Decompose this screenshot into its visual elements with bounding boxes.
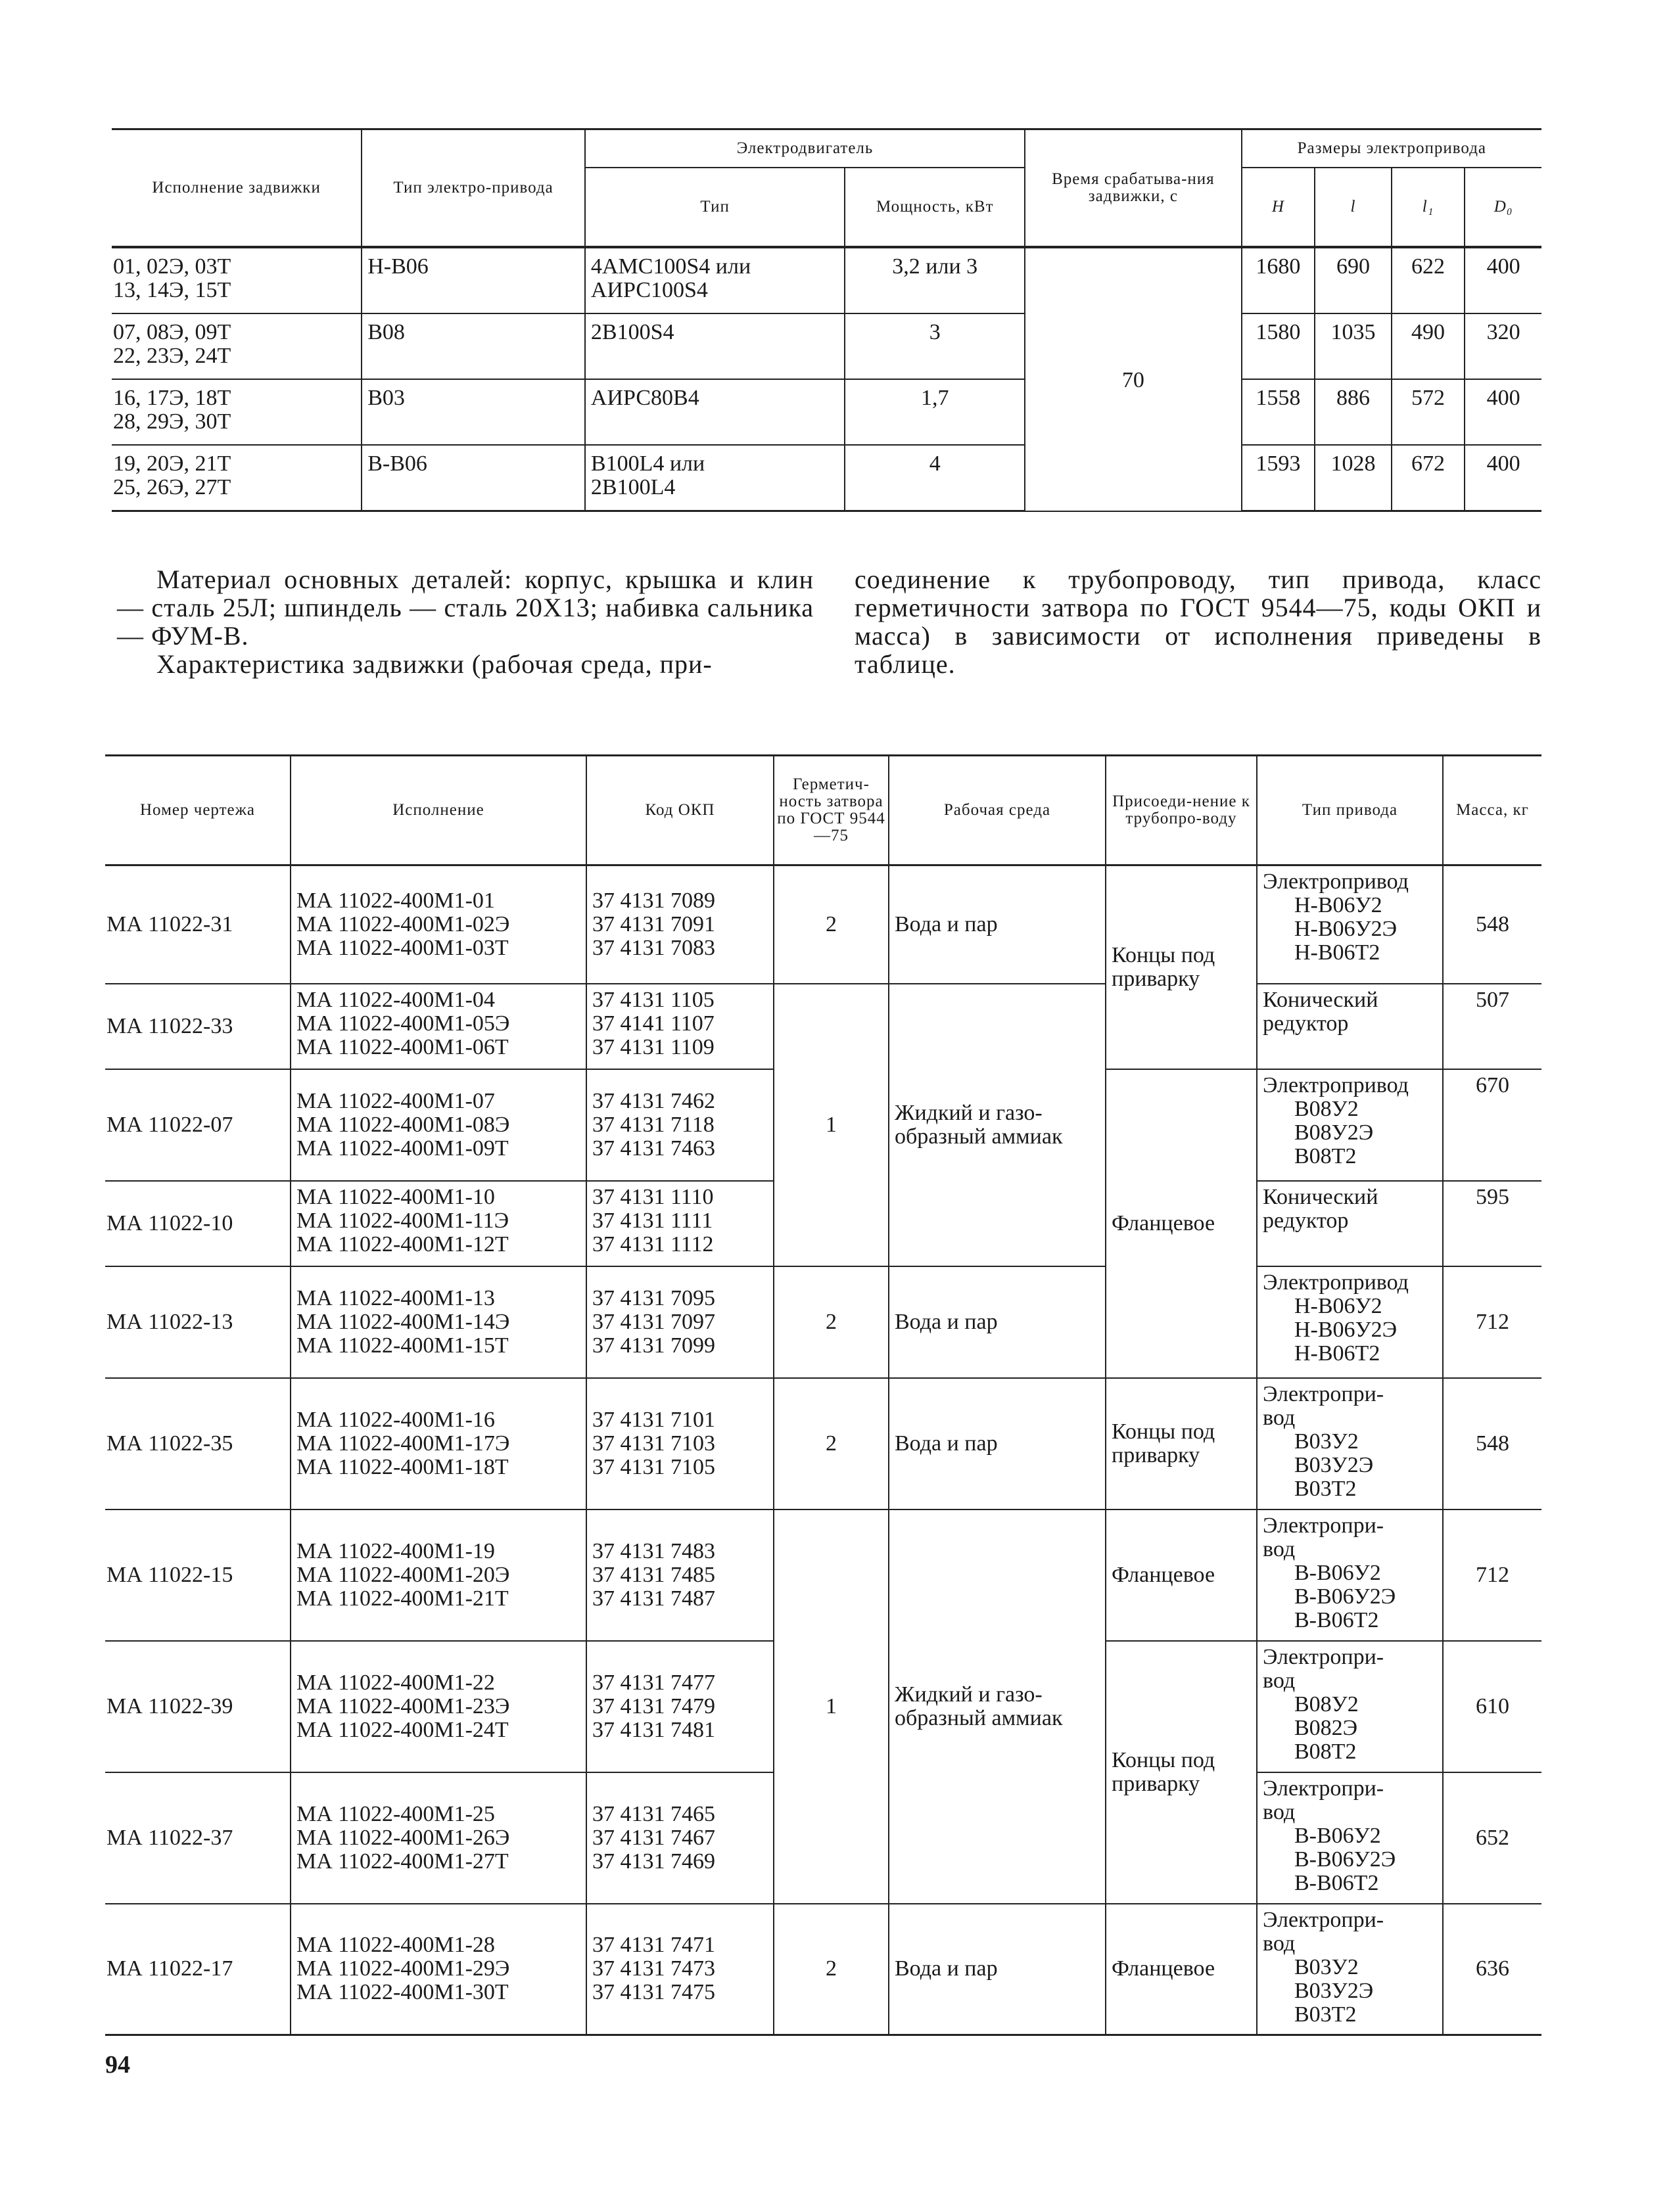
okp-cell: 37 4131 7483 37 4131 7485 37 4131 7487 [586, 1509, 774, 1641]
dim-l-cell: 886 [1315, 379, 1392, 445]
okp-cell: 37 4131 7471 37 4131 7473 37 4131 7475 [586, 1904, 774, 2035]
execution-cell: 16, 17Э, 18Т 28, 29Э, 30Т [112, 379, 362, 445]
okp-cell: 37 4131 7462 37 4131 7118 37 4131 7463 [586, 1069, 774, 1181]
okp-cell: 37 4131 7089 37 4131 7091 37 4131 7083 [586, 865, 774, 984]
execution-cell: МА 11022-400М1-19 МА 11022-400М1-20Э МА 11022-400М1-21Т [291, 1509, 586, 1641]
okp-cell: 37 4131 7465 37 4131 7467 37 4131 7469 [586, 1772, 774, 1904]
table-row [105, 865, 1541, 984]
okp-cell: 37 4131 1110 37 4131 1111 37 4131 1112 [586, 1181, 774, 1266]
mass-cell: 507 [1443, 984, 1541, 1069]
dim-h-cell: 1580 [1242, 313, 1315, 379]
time-cell: 70 [1025, 247, 1242, 511]
execution-cell: МА 11022-400М1-22 МА 11022-400М1-23Э МА 11022-400М1-24Т [291, 1641, 586, 1772]
execution-cell: МА 11022-400М1-10 МА 11022-400М1-11Э МА 11022-400М1-12Т [291, 1181, 586, 1266]
dim-h-cell: 1680 [1242, 247, 1315, 313]
execution-cell: МА 11022-400М1-25 МА 11022-400М1-26Э МА 11022-400М1-27Т [291, 1772, 586, 1904]
connection-cell: Фланцевое [1106, 1509, 1257, 1641]
table-row [112, 313, 1541, 379]
text-column-right [855, 565, 1541, 678]
drawing-cell: МА 11022-07 [105, 1069, 291, 1181]
medium-cell: Жидкий и газо- образный аммиак [889, 1509, 1106, 1904]
okp-cell: 37 4131 7477 37 4131 7479 37 4131 7481 [586, 1641, 774, 1772]
paragraph-characteristics-end: соединение к трубопроводу, тип привода, класс герметичности затвора по ГОСТ 9544—75, коды ОКП и масса) в зависимости от исполнения приведены в таблице. [855, 565, 1541, 679]
drive-cell: Электропри- вод В03У2 В03У2Э В03Т2 [1257, 1378, 1443, 1509]
drawing-cell: МА 11022-39 [105, 1641, 291, 1772]
execution-cell: МА 11022-400М1-13 МА 11022-400М1-14Э МА 11022-400М1-15Т [291, 1266, 586, 1378]
dim-l1-cell: 490 [1392, 313, 1465, 379]
header-motor-power: Мощность, кВт [845, 168, 1025, 247]
dim-d0-cell: 320 [1465, 313, 1541, 379]
dim-l-cell: 1028 [1315, 445, 1392, 511]
table-row [105, 1509, 1541, 1641]
power-cell: 1,7 [845, 379, 1025, 445]
tightness-cell: 1 [774, 1509, 889, 1904]
motor-cell: 4АМС100S4 или АИРС100S4 [585, 247, 845, 313]
header-dim-l1: l₁ [1392, 168, 1465, 247]
drawing-cell: МА 11022-33 [105, 984, 291, 1069]
connection-cell: Концы под приварку [1106, 865, 1257, 1069]
medium-cell: Вода и пар [889, 1266, 1106, 1378]
power-cell: 3,2 или 3 [845, 247, 1025, 313]
okp-cell: 37 4131 1105 37 4141 1107 37 4131 1109 [586, 984, 774, 1069]
text-column-left [117, 565, 814, 678]
header-drawing-number: Номер чертежа [105, 756, 291, 865]
connection-cell: Фланцевое [1106, 1069, 1257, 1378]
execution-cell: МА 11022-400М1-04 МА 11022-400М1-05Э МА 11022-400М1-06Т [291, 984, 586, 1069]
header-dimensions-group: Размеры электропривода [1242, 129, 1541, 168]
drive-cell: Электропри- вод В-В06У2 В-В06У2Э В-В06Т2 [1257, 1772, 1443, 1904]
drive-cell: Электропривод Н-В06У2 Н-В06У2Э Н-В06Т2 [1257, 1266, 1443, 1378]
okp-cell: 37 4131 7101 37 4131 7103 37 4131 7105 [586, 1378, 774, 1509]
page-number: 94 [105, 2051, 130, 2079]
drive-cell: В08 [362, 313, 585, 379]
drive-cell: Конический редуктор [1257, 984, 1443, 1069]
drive-cell: Электропри- вод В03У2 В03У2Э В03Т2 [1257, 1904, 1443, 2035]
header-dim-d0: D₀ [1465, 168, 1541, 247]
mass-cell: 548 [1443, 1378, 1541, 1509]
motor-cell: 2В100S4 [585, 313, 845, 379]
drive-cell: В03 [362, 379, 585, 445]
dim-l-cell: 1035 [1315, 313, 1392, 379]
table-row [105, 1266, 1541, 1378]
header-time: Время срабатыва-ния задвижки, с [1025, 129, 1242, 248]
drive-cell: Электропривод Н-В06У2 Н-В06У2Э Н-В06Т2 [1257, 865, 1443, 984]
execution-cell: 07, 08Э, 09Т 22, 23Э, 24Т [112, 313, 362, 379]
mass-cell: 712 [1443, 1266, 1541, 1378]
dim-h-cell: 1558 [1242, 379, 1315, 445]
dim-l1-cell: 572 [1392, 379, 1465, 445]
drawing-cell: МА 11022-13 [105, 1266, 291, 1378]
medium-cell: Вода и пар [889, 1378, 1106, 1509]
drive-cell: Электропри- вод В08У2 В082Э В08Т2 [1257, 1641, 1443, 1772]
tightness-cell: 1 [774, 984, 889, 1266]
header-motor-group: Электродвигатель [585, 129, 1025, 168]
mass-cell: 636 [1443, 1904, 1541, 2035]
execution-cell: 19, 20Э, 21Т 25, 26Э, 27Т [112, 445, 362, 511]
table-row [112, 247, 1541, 313]
mass-cell: 595 [1443, 1181, 1541, 1266]
header-execution: Исполнение задвижки [112, 129, 362, 248]
medium-cell: Жидкий и газо- образный аммиак [889, 984, 1106, 1266]
header-okp-code: Код ОКП [586, 756, 774, 865]
dim-l-cell: 690 [1315, 247, 1392, 313]
header-tightness: Герметич-ность затвора по ГОСТ 9544—75 [774, 756, 889, 865]
tightness-cell: 2 [774, 1904, 889, 2035]
paragraph-characteristics-start: Характеристика задвижки (рабочая среда, при- [156, 649, 713, 679]
connection-cell: Концы под приварку [1106, 1378, 1257, 1509]
mass-cell: 610 [1443, 1641, 1541, 1772]
mass-cell: 652 [1443, 1772, 1541, 1904]
tightness-cell: 2 [774, 1378, 889, 1509]
dim-l1-cell: 622 [1392, 247, 1465, 313]
drive-cell: В-В06 [362, 445, 585, 511]
drawing-cell: МА 11022-17 [105, 1904, 291, 2035]
table-row [112, 379, 1541, 445]
execution-cell: МА 11022-400М1-16 МА 11022-400М1-17Э МА 11022-400М1-18Т [291, 1378, 586, 1509]
connection-cell: Концы под приварку [1106, 1641, 1257, 1904]
valve-executions-table [105, 754, 1541, 2036]
drive-cell: Электропривод В08У2 В08У2Э В08Т2 [1257, 1069, 1443, 1181]
dim-d0-cell: 400 [1465, 445, 1541, 511]
dim-d0-cell: 400 [1465, 247, 1541, 313]
header-motor-type: Тип [585, 168, 845, 247]
table-row [112, 445, 1541, 511]
drawing-cell: МА 11022-15 [105, 1509, 291, 1641]
power-cell: 3 [845, 313, 1025, 379]
drawing-cell: МА 11022-35 [105, 1378, 291, 1509]
header-dim-l: l [1315, 168, 1392, 247]
dim-d0-cell: 400 [1465, 379, 1541, 445]
medium-cell: Вода и пар [889, 1904, 1106, 2035]
header-drive-type: Тип электро-привода [362, 129, 585, 248]
medium-cell: Вода и пар [889, 865, 1106, 984]
header-execution: Исполнение [291, 756, 586, 865]
header-mass: Масса, кг [1443, 756, 1541, 865]
table-row [105, 984, 1541, 1069]
header-dim-h: H [1242, 168, 1315, 247]
execution-cell: МА 11022-400М1-28 МА 11022-400М1-29Э МА 11022-400М1-30Т [291, 1904, 586, 2035]
table-row [105, 1904, 1541, 2035]
drive-dimensions-table [112, 128, 1541, 512]
drive-cell: Электропри- вод В-В06У2 В-В06У2Э В-В06Т2 [1257, 1509, 1443, 1641]
drawing-cell: МА 11022-10 [105, 1181, 291, 1266]
dim-l1-cell: 672 [1392, 445, 1465, 511]
execution-cell: 01, 02Э, 03Т 13, 14Э, 15Т [112, 247, 362, 313]
paragraph-materials: Материал основных деталей: корпус, крышка и клин — сталь 25Л; шпиндель — сталь 20Х13; набивка сальника — ФУМ-В. [117, 565, 814, 651]
mass-cell: 670 [1443, 1069, 1541, 1181]
tightness-cell: 2 [774, 1266, 889, 1378]
mass-cell: 712 [1443, 1509, 1541, 1641]
execution-cell: МА 11022-400М1-01 МА 11022-400М1-02Э МА 11022-400М1-03Т [291, 865, 586, 984]
header-medium: Рабочая среда [889, 756, 1106, 865]
execution-cell: МА 11022-400М1-07 МА 11022-400М1-08Э МА 11022-400М1-09Т [291, 1069, 586, 1181]
table-row [105, 1378, 1541, 1509]
motor-cell: АИРС80В4 [585, 379, 845, 445]
dim-h-cell: 1593 [1242, 445, 1315, 511]
drive-cell: Н-В06 [362, 247, 585, 313]
drive-cell: Конический редуктор [1257, 1181, 1443, 1266]
power-cell: 4 [845, 445, 1025, 511]
connection-cell: Фланцевое [1106, 1904, 1257, 2035]
tightness-cell: 2 [774, 865, 889, 984]
drawing-cell: МА 11022-37 [105, 1772, 291, 1904]
motor-cell: В100L4 или 2В100L4 [585, 445, 845, 511]
drawing-cell: МА 11022-31 [105, 865, 291, 984]
header-connection: Присоеди-нение к трубопро-воду [1106, 756, 1257, 865]
mass-cell: 548 [1443, 865, 1541, 984]
header-drive-type: Тип привода [1257, 756, 1443, 865]
okp-cell: 37 4131 7095 37 4131 7097 37 4131 7099 [586, 1266, 774, 1378]
